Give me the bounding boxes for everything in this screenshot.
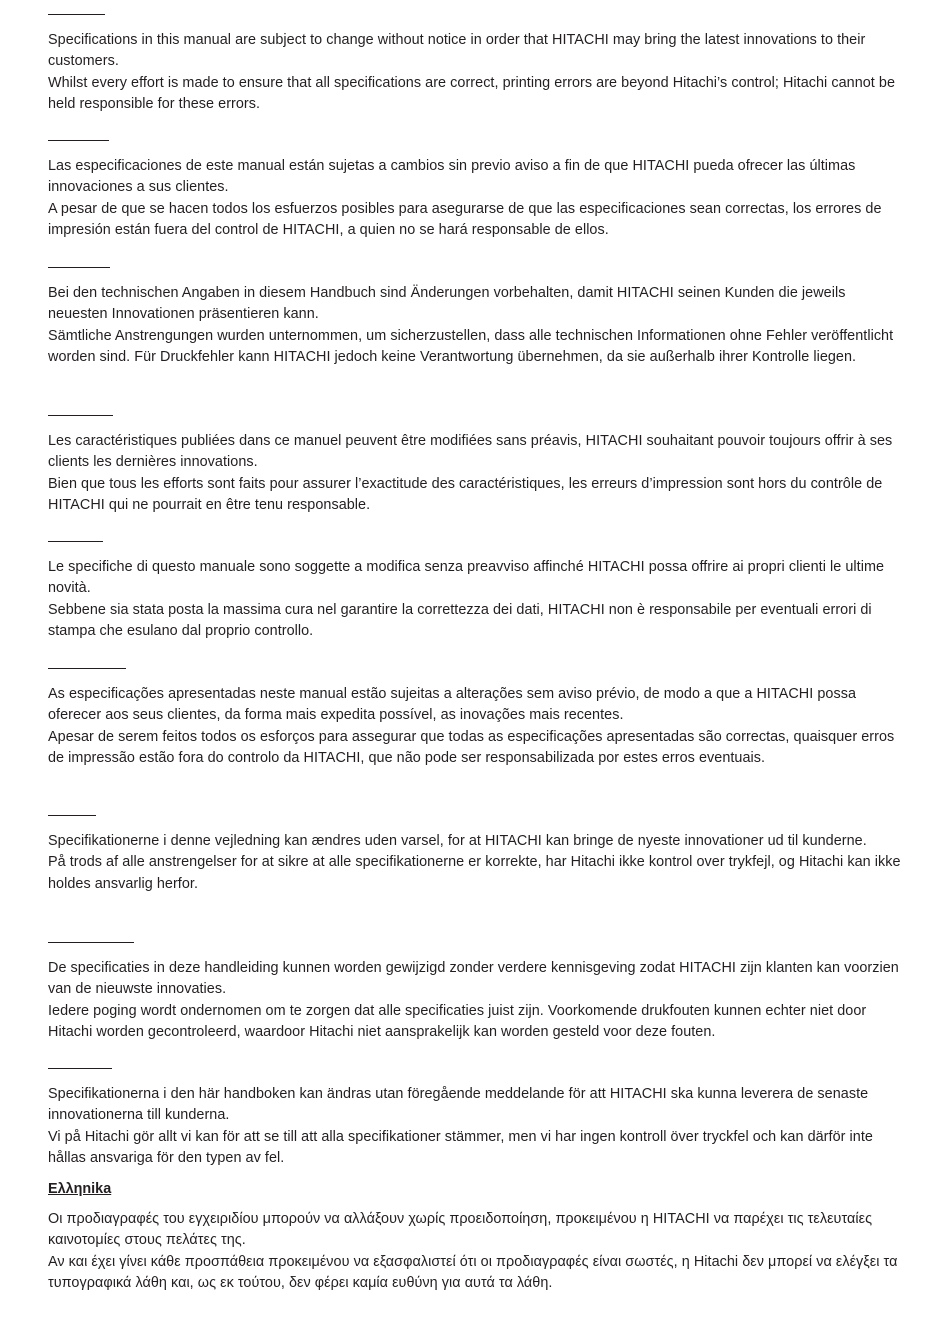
paragraph: Le specifiche di questo manuale sono soggette a modifica senza preavviso affinché HITACHI possa offrire ai propri clienti le ultime novità. (48, 559, 885, 597)
paragraph: Apesar de serem feitos todos os esforços para assegurar que todas as especificações apresentadas são correctas, quaisquer erros de impressão estão fora do controlo da HITACHI, que não pode ser responsabilizada por estes erros eventuais. (48, 728, 895, 766)
section-deutsch (48, 267, 908, 368)
paragraph: Specifikationerna i den här handboken kan ändras utan föregående meddelande för att HITACHI ska kunna leverera de senaste innovationerna till kunderna. (48, 1086, 869, 1124)
paragraph: Specifications in this manual are subject to change without notice in order that HITACHI may bring the latest innovations to their customers. (48, 32, 866, 70)
section-divider (48, 1068, 112, 1069)
section-divider (48, 668, 126, 669)
paragraph: A pesar de que se hacen todos los esfuerzos posibles para asegurarse de que las especificaciones sean correctas, los errores de impresión están fuera del control de HITACHI, a quien no se hará responsable de ellos. (48, 200, 882, 238)
section-dansk (48, 815, 908, 895)
section-espanol (48, 140, 908, 241)
section-divider (48, 140, 109, 141)
section-svenska (48, 1068, 908, 1169)
paragraph: Whilst every effort is made to ensure that all specifications are correct, printing errors are beyond Hitachi’s control; Hitachi cannot be held responsible for these errors. (48, 74, 896, 112)
section-divider (48, 942, 134, 943)
paragraph: Sämtliche Anstrengungen wurden unternommen, um sicherzustellen, dass alle technischen Informationen ohne Fehler veröffentlicht worden sind. Für Druckfehler kann HITACHI jedoch keine Verantwortung übernehmen, da sie außerhalb ihrer Kontrolle liegen. (48, 327, 894, 365)
section-divider (48, 14, 105, 15)
section-ellinika (48, 1179, 908, 1294)
paragraph: Sebbene sia stata posta la massima cura nel garantire la correttezza dei dati, HITACHI non è responsabile per eventuali errori di stampa che esulano dal proprio controllo. (48, 601, 872, 639)
paragraph: Specifikationerne i denne vejledning kan ændres uden varsel, for at HITACHI kan bringe de nyeste innovationer ud til kunderne. (48, 833, 867, 849)
section-divider (48, 267, 110, 268)
section-divider (48, 415, 113, 416)
paragraph: Bien que tous les efforts sont faits pour assurer l’exactitude des caractéristiques, les erreurs d’impression sont hors du contrôle de HITACHI qui ne pourrait en être tenu responsable. (48, 475, 883, 513)
section-italiano (48, 541, 908, 642)
paragraph: As especificações apresentadas neste manual estão sujeitas a alterações sem aviso prévio, de modo a que a HITACHI possa oferecer aos seus clientes, da forma mais expedita possível, as inovações mais recentes. (48, 686, 856, 724)
paragraph: Las especificaciones de este manual están sujetas a cambios sin previo aviso a fin de que HITACHI pueda ofrecer las últimas innovaciones a sus clientes. (48, 158, 856, 196)
section-english (48, 14, 908, 115)
paragraph: Οι προδιαγραφές του εγχειριδίου μπορούν να αλλάξουν χωρίς προειδοποίηση, προκειμένου η HITACHI να παρέχει τις τελευταίες καινοτομίες στους πελάτες της. (48, 1211, 873, 1249)
paragraph: Vi på Hitachi gör allt vi kan för att se till att alla specifikationer stämmer, men vi har ingen kontroll över tryckfel och kan därför inte hållas ansvariga för den typen av fel. (48, 1128, 873, 1166)
section-divider (48, 815, 96, 816)
paragraph: Les caractéristiques publiées dans ce manuel peuvent être modifiées sans préavis, HITACHI souhaitant pouvoir toujours offrir à ses clients les dernières innovations. (48, 433, 893, 471)
paragraph: Iedere poging wordt ondernomen om te zorgen dat alle specificaties juist zijn. Voorkomende drukfouten kunnen echter niet door Hitachi worden gecontroleerd, waardoor Hitachi niet aansprakelijk kan worden gesteld voor deze fouten. (48, 1002, 867, 1040)
section-portugues (48, 668, 908, 769)
section-nederlands (48, 942, 908, 1043)
section-divider (48, 541, 103, 542)
paragraph: Bei den technischen Angaben in diesem Handbuch sind Änderungen vorbehalten, damit HITACHI seinen Kunden die jeweils neuesten Innovationen präsentieren kann. (48, 285, 846, 323)
section-heading: Ελληnika (48, 1181, 112, 1197)
section-francais (48, 415, 908, 516)
paragraph: På trods af alle anstrengelser for at sikre at alle specifikationerne er korrekte, har Hitachi ikke kontrol over trykfejl, og Hitachi kan ikke holdes ansvarlig herfor. (48, 854, 901, 892)
paragraph: De specificaties in deze handleiding kunnen worden gewijzigd zonder verdere kennisgeving zodat HITACHI zijn klanten kan voorzien van de nieuwste innovaties. (48, 960, 899, 998)
paragraph: Αν και έχει γίνει κάθε προσπάθεια προκειμένου να εξασφαλιστεί ότι οι προδιαγραφές είναι σωστές, η Hitachi δεν μπορεί να ελέγξει τα τυπογραφικά λάθη και, ως εκ τούτου, δεν φέρει καμία ευθύνη για αυτά τα λάθη. (48, 1253, 898, 1291)
